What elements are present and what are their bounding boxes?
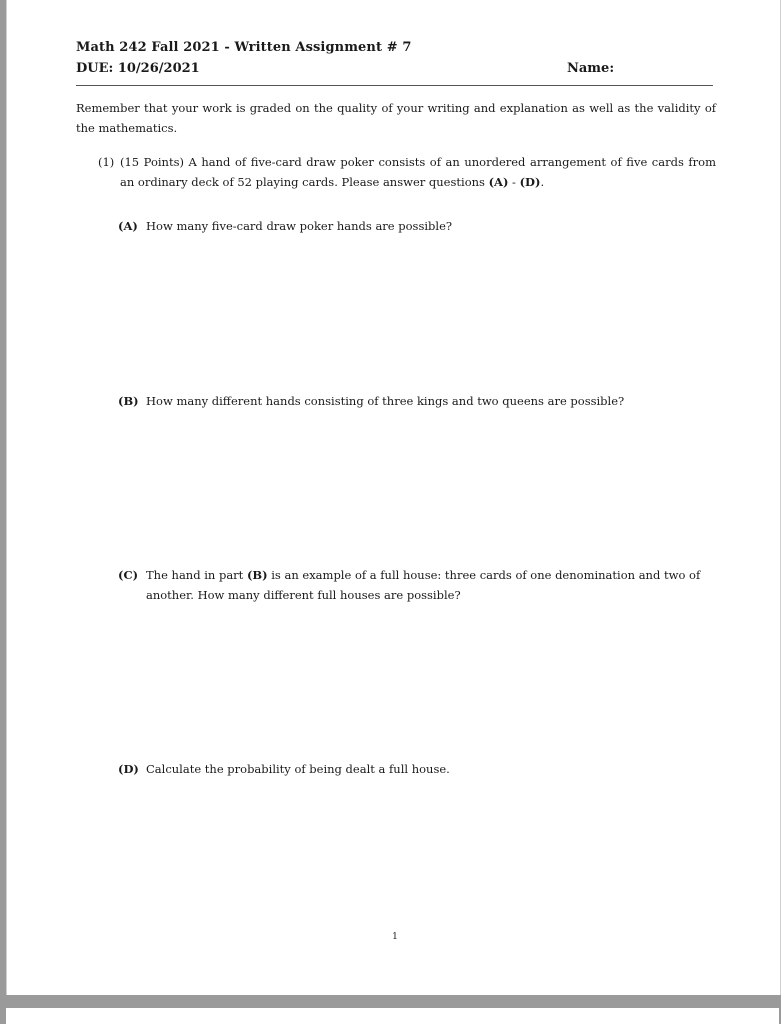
part-c-text-after: is an example of a full house: three cards of one denomination and two of another. How many different full houses are possible? bbox=[146, 568, 701, 602]
problem-dash: - bbox=[508, 175, 520, 189]
part-c-text-before: The hand in part bbox=[146, 568, 247, 582]
document-page bbox=[6, 0, 781, 995]
due-date: DUE: 10/26/2021 bbox=[76, 61, 200, 76]
part-d bbox=[118, 759, 718, 779]
header-divider bbox=[76, 85, 713, 86]
problem-ref-d: (D) bbox=[519, 175, 541, 189]
problem-1 bbox=[98, 152, 716, 192]
part-b bbox=[118, 391, 718, 411]
part-d-label: (D) bbox=[118, 762, 139, 776]
part-a-text: How many five-card draw poker hands are possible? bbox=[146, 219, 453, 233]
page-number: 1 bbox=[392, 932, 398, 942]
problem-text-before: (15 Points) A hand of five-card draw poker consists of an unordered arrangement of five cards from an ordinary deck of 52 playing cards. Please answer questions bbox=[120, 155, 716, 189]
part-c-text bbox=[146, 565, 718, 605]
part-a-label: (A) bbox=[118, 219, 138, 233]
part-c-label: (C) bbox=[118, 568, 139, 582]
part-a bbox=[118, 216, 718, 236]
part-c bbox=[118, 565, 718, 605]
next-page-edge bbox=[6, 1008, 779, 1024]
part-b-text: How many different hands consisting of three kings and two queens are possible? bbox=[146, 394, 625, 408]
problem-text bbox=[120, 152, 716, 192]
problem-ref-a: (A) bbox=[488, 175, 509, 189]
assignment-title: Math 242 Fall 2021 - Written Assignment # 7 bbox=[76, 40, 412, 55]
part-d-text: Calculate the probability of being dealt a full house. bbox=[146, 762, 450, 776]
problem-text-after: . bbox=[540, 175, 545, 189]
name-label: Name: bbox=[567, 61, 615, 76]
part-c-ref: (B) bbox=[246, 568, 268, 582]
part-b-label: (B) bbox=[118, 394, 139, 408]
intro-paragraph: Remember that your work is graded on the quality of your writing and explanation as well as the validity of the mathematics. bbox=[76, 101, 716, 135]
problem-number: (1) bbox=[98, 155, 115, 169]
